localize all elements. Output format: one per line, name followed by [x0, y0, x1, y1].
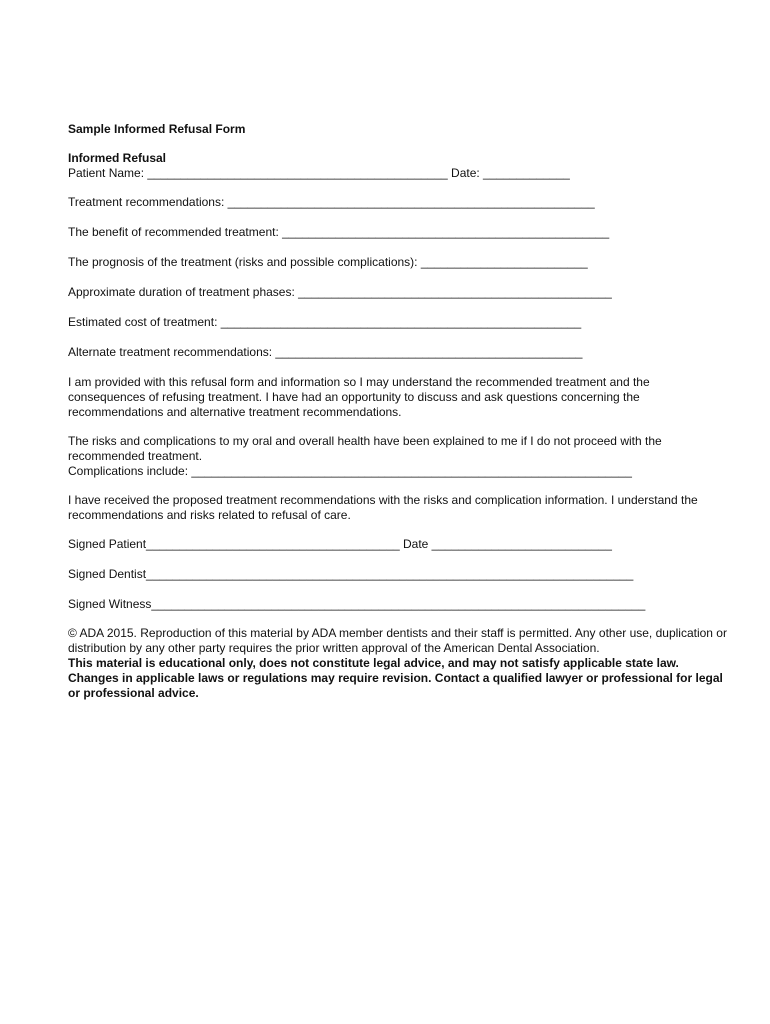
treatment-recommendations-field[interactable]: Treatment recommendations: _______________________________________________________ [68, 195, 595, 209]
complications-field[interactable]: Complications include: __________________________________________________________________ [68, 464, 632, 478]
risks-paragraph: The risks and complications to my oral and overall health have been explained to me if I do not proceed with the recommended treatment. [68, 434, 662, 463]
patient-name-field[interactable]: Patient Name: _____________________________________________ Date: _____________ [68, 166, 570, 180]
benefit-field[interactable]: The benefit of recommended treatment: _________________________________________________ [68, 225, 610, 239]
copyright-notice: © ADA 2015. Reproduction of this material by ADA member dentists and their staff is permitted. Any other use, duplication or distribution by any other party requires the prior written approval of the American Dental Association. [68, 626, 727, 655]
signed-witness-field[interactable]: Signed Witness__________________________________________________________________________ [68, 597, 646, 611]
form-title: Sample Informed Refusal Form [68, 122, 246, 136]
prognosis-field[interactable]: The prognosis of the treatment (risks and possible complications): _________________________ [68, 255, 588, 269]
legal-disclaimer: This material is educational only, does not constitute legal advice, and may not satisfy applicable state law. Changes in applicable laws or regulations may require revision. Contact a qualified lawyer or professional for legal or professional advice. [68, 656, 723, 700]
duration-field[interactable]: Approximate duration of treatment phases: _______________________________________________ [68, 285, 612, 299]
refusal-form-page [68, 122, 738, 701]
understanding-paragraph: I am provided with this refusal form and information so I may understand the recommended treatment and the consequences of refusing treatment. I have had an opportunity to discuss and ask questions concerning the recommendations and alternative treatment recommendations. [68, 375, 650, 419]
signed-patient-field[interactable]: Signed Patient______________________________________ Date ___________________________ [68, 537, 612, 551]
alternate-treatment-field[interactable]: Alternate treatment recommendations: ______________________________________________ [68, 345, 583, 359]
signed-dentist-field[interactable]: Signed Dentist_________________________________________________________________________ [68, 567, 634, 581]
received-paragraph: I have received the proposed treatment recommendations with the risks and complication information. I understand the recommendations and risks related to refusal of care. [68, 493, 698, 522]
cost-field[interactable]: Estimated cost of treatment: ______________________________________________________ [68, 315, 582, 329]
section-heading: Informed Refusal [68, 151, 167, 165]
